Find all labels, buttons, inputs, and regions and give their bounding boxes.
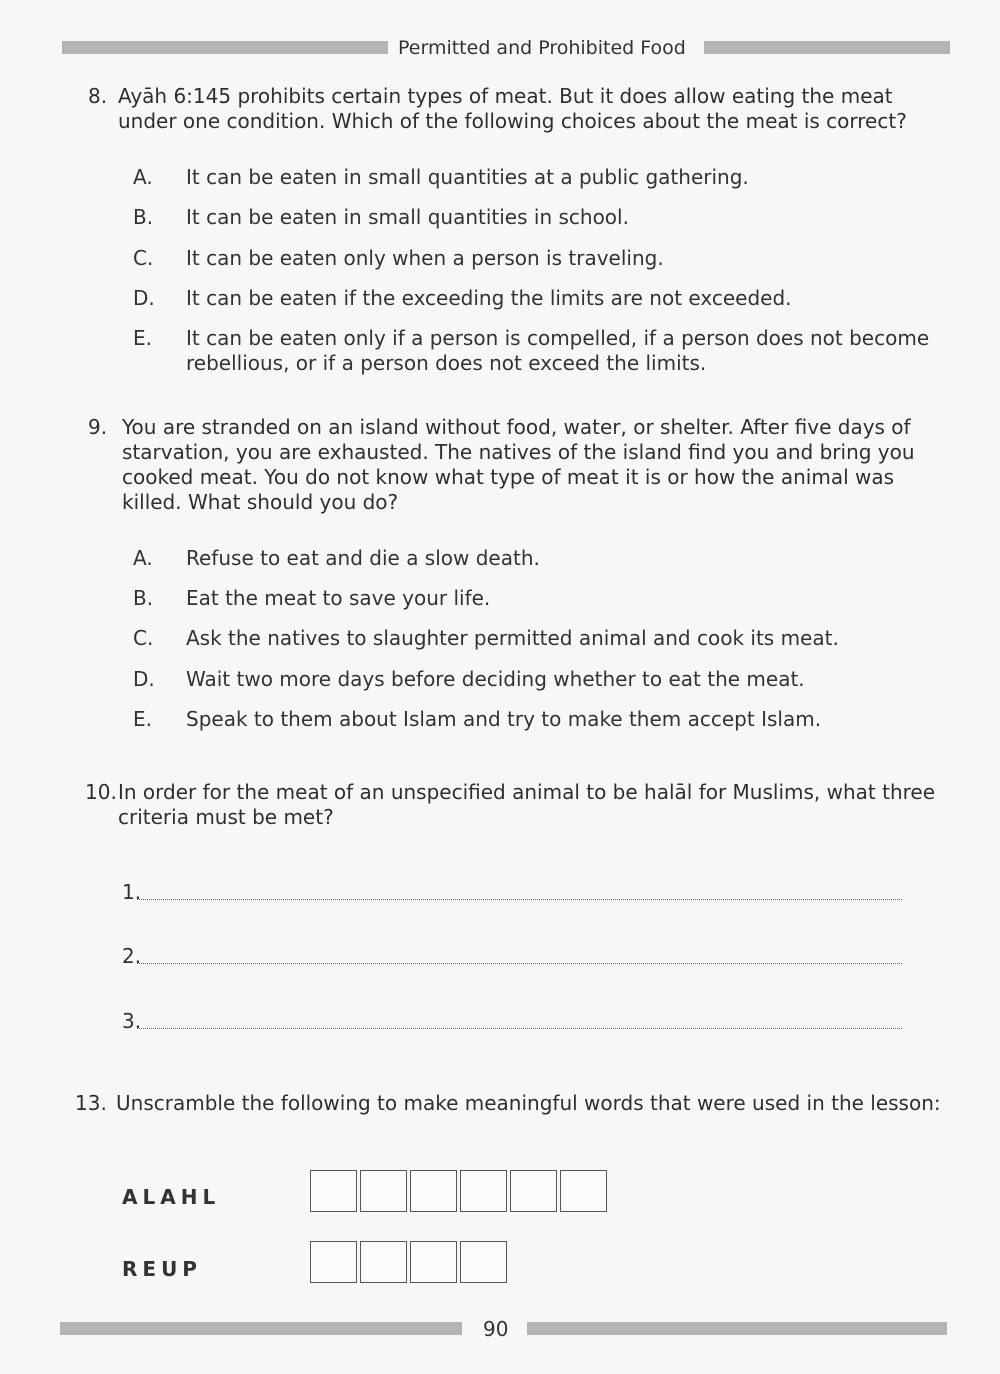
option-letter: C.: [133, 626, 154, 650]
answer-line-1[interactable]: [122, 880, 141, 904]
letter-box[interactable]: [460, 1241, 507, 1283]
question-number: 10.: [85, 780, 117, 804]
answer-number: 2.: [122, 944, 142, 968]
question-number: 13.: [75, 1091, 107, 1115]
answer-number: 1.: [122, 880, 142, 904]
dotted-line: [137, 963, 902, 964]
letter-box[interactable]: [310, 1241, 357, 1283]
letter-box[interactable]: [360, 1241, 407, 1283]
option-text: Speak to them about Islam and try to make them accept Islam.: [186, 707, 822, 731]
option-text: Wait two more days before deciding whether to eat the meat.: [186, 667, 805, 691]
question-text: Ayāh 6:145 prohibits certain types of meat. But it does allow eating the meat under one condition. Which of the following choices about the meat is correct?: [118, 84, 907, 133]
option-text: It can be eaten in small quantities in school.: [186, 205, 629, 229]
option-text: It can be eaten in small quantities at a public gathering.: [186, 165, 749, 189]
question-number: 8.: [88, 84, 108, 108]
question-number: 9.: [88, 415, 108, 439]
option-letter: D.: [133, 667, 155, 691]
letter-box[interactable]: [360, 1170, 407, 1212]
answer-line-3[interactable]: [122, 1009, 141, 1033]
letter-boxes-1: [310, 1170, 607, 1212]
page-header-title: Permitted and Prohibited Food: [398, 37, 686, 59]
option-text: It can be eaten if the exceeding the limits are not exceeded.: [186, 286, 792, 310]
question-text: You are stranded on an island without food, water, or shelter. After five days of starvation, you are exhausted. The natives of the island find you and bring you cooked meat. You do not know what type of meat it is or how the animal was killed. What should you do?: [122, 415, 915, 514]
option-letter: A.: [133, 165, 153, 189]
question-text: Unscramble the following to make meaningful words that were used in the lesson:: [116, 1091, 941, 1115]
scrambled-word-1: ALAHL: [122, 1185, 221, 1209]
footer-band-right: [527, 1322, 947, 1335]
letter-box[interactable]: [310, 1170, 357, 1212]
option-letter: E.: [133, 326, 152, 350]
dotted-line: [137, 899, 902, 900]
dotted-line: [137, 1028, 902, 1029]
option-text: It can be eaten only if a person is compelled, if a person does not become: [186, 326, 930, 350]
header-band-right: [704, 41, 950, 54]
letter-boxes-2: [310, 1241, 507, 1283]
answer-number: 3.: [122, 1009, 142, 1033]
option-text-continued: rebellious, or if a person does not exceed the limits.: [186, 351, 707, 375]
option-letter: B.: [133, 205, 154, 229]
header-band-left: [62, 41, 388, 54]
letter-box[interactable]: [510, 1170, 557, 1212]
scrambled-word-2: REUP: [122, 1257, 202, 1281]
option-text: It can be eaten only when a person is traveling.: [186, 246, 664, 270]
option-letter: D.: [133, 286, 155, 310]
question-text: In order for the meat of an unspecified animal to be halāl for Muslims, what three criteria must be met?: [118, 780, 936, 829]
footer-band-left: [60, 1322, 462, 1335]
letter-box[interactable]: [460, 1170, 507, 1212]
option-text: Refuse to eat and die a slow death.: [186, 546, 540, 570]
letter-box[interactable]: [560, 1170, 607, 1212]
option-text: Eat the meat to save your life.: [186, 586, 491, 610]
option-letter: E.: [133, 707, 152, 731]
letter-box[interactable]: [410, 1170, 457, 1212]
letter-box[interactable]: [410, 1241, 457, 1283]
page-number: 90: [483, 1317, 509, 1341]
option-letter: A.: [133, 546, 153, 570]
option-text: Ask the natives to slaughter permitted animal and cook its meat.: [186, 626, 839, 650]
answer-line-2[interactable]: [122, 944, 141, 968]
option-letter: C.: [133, 246, 154, 270]
option-letter: B.: [133, 586, 154, 610]
